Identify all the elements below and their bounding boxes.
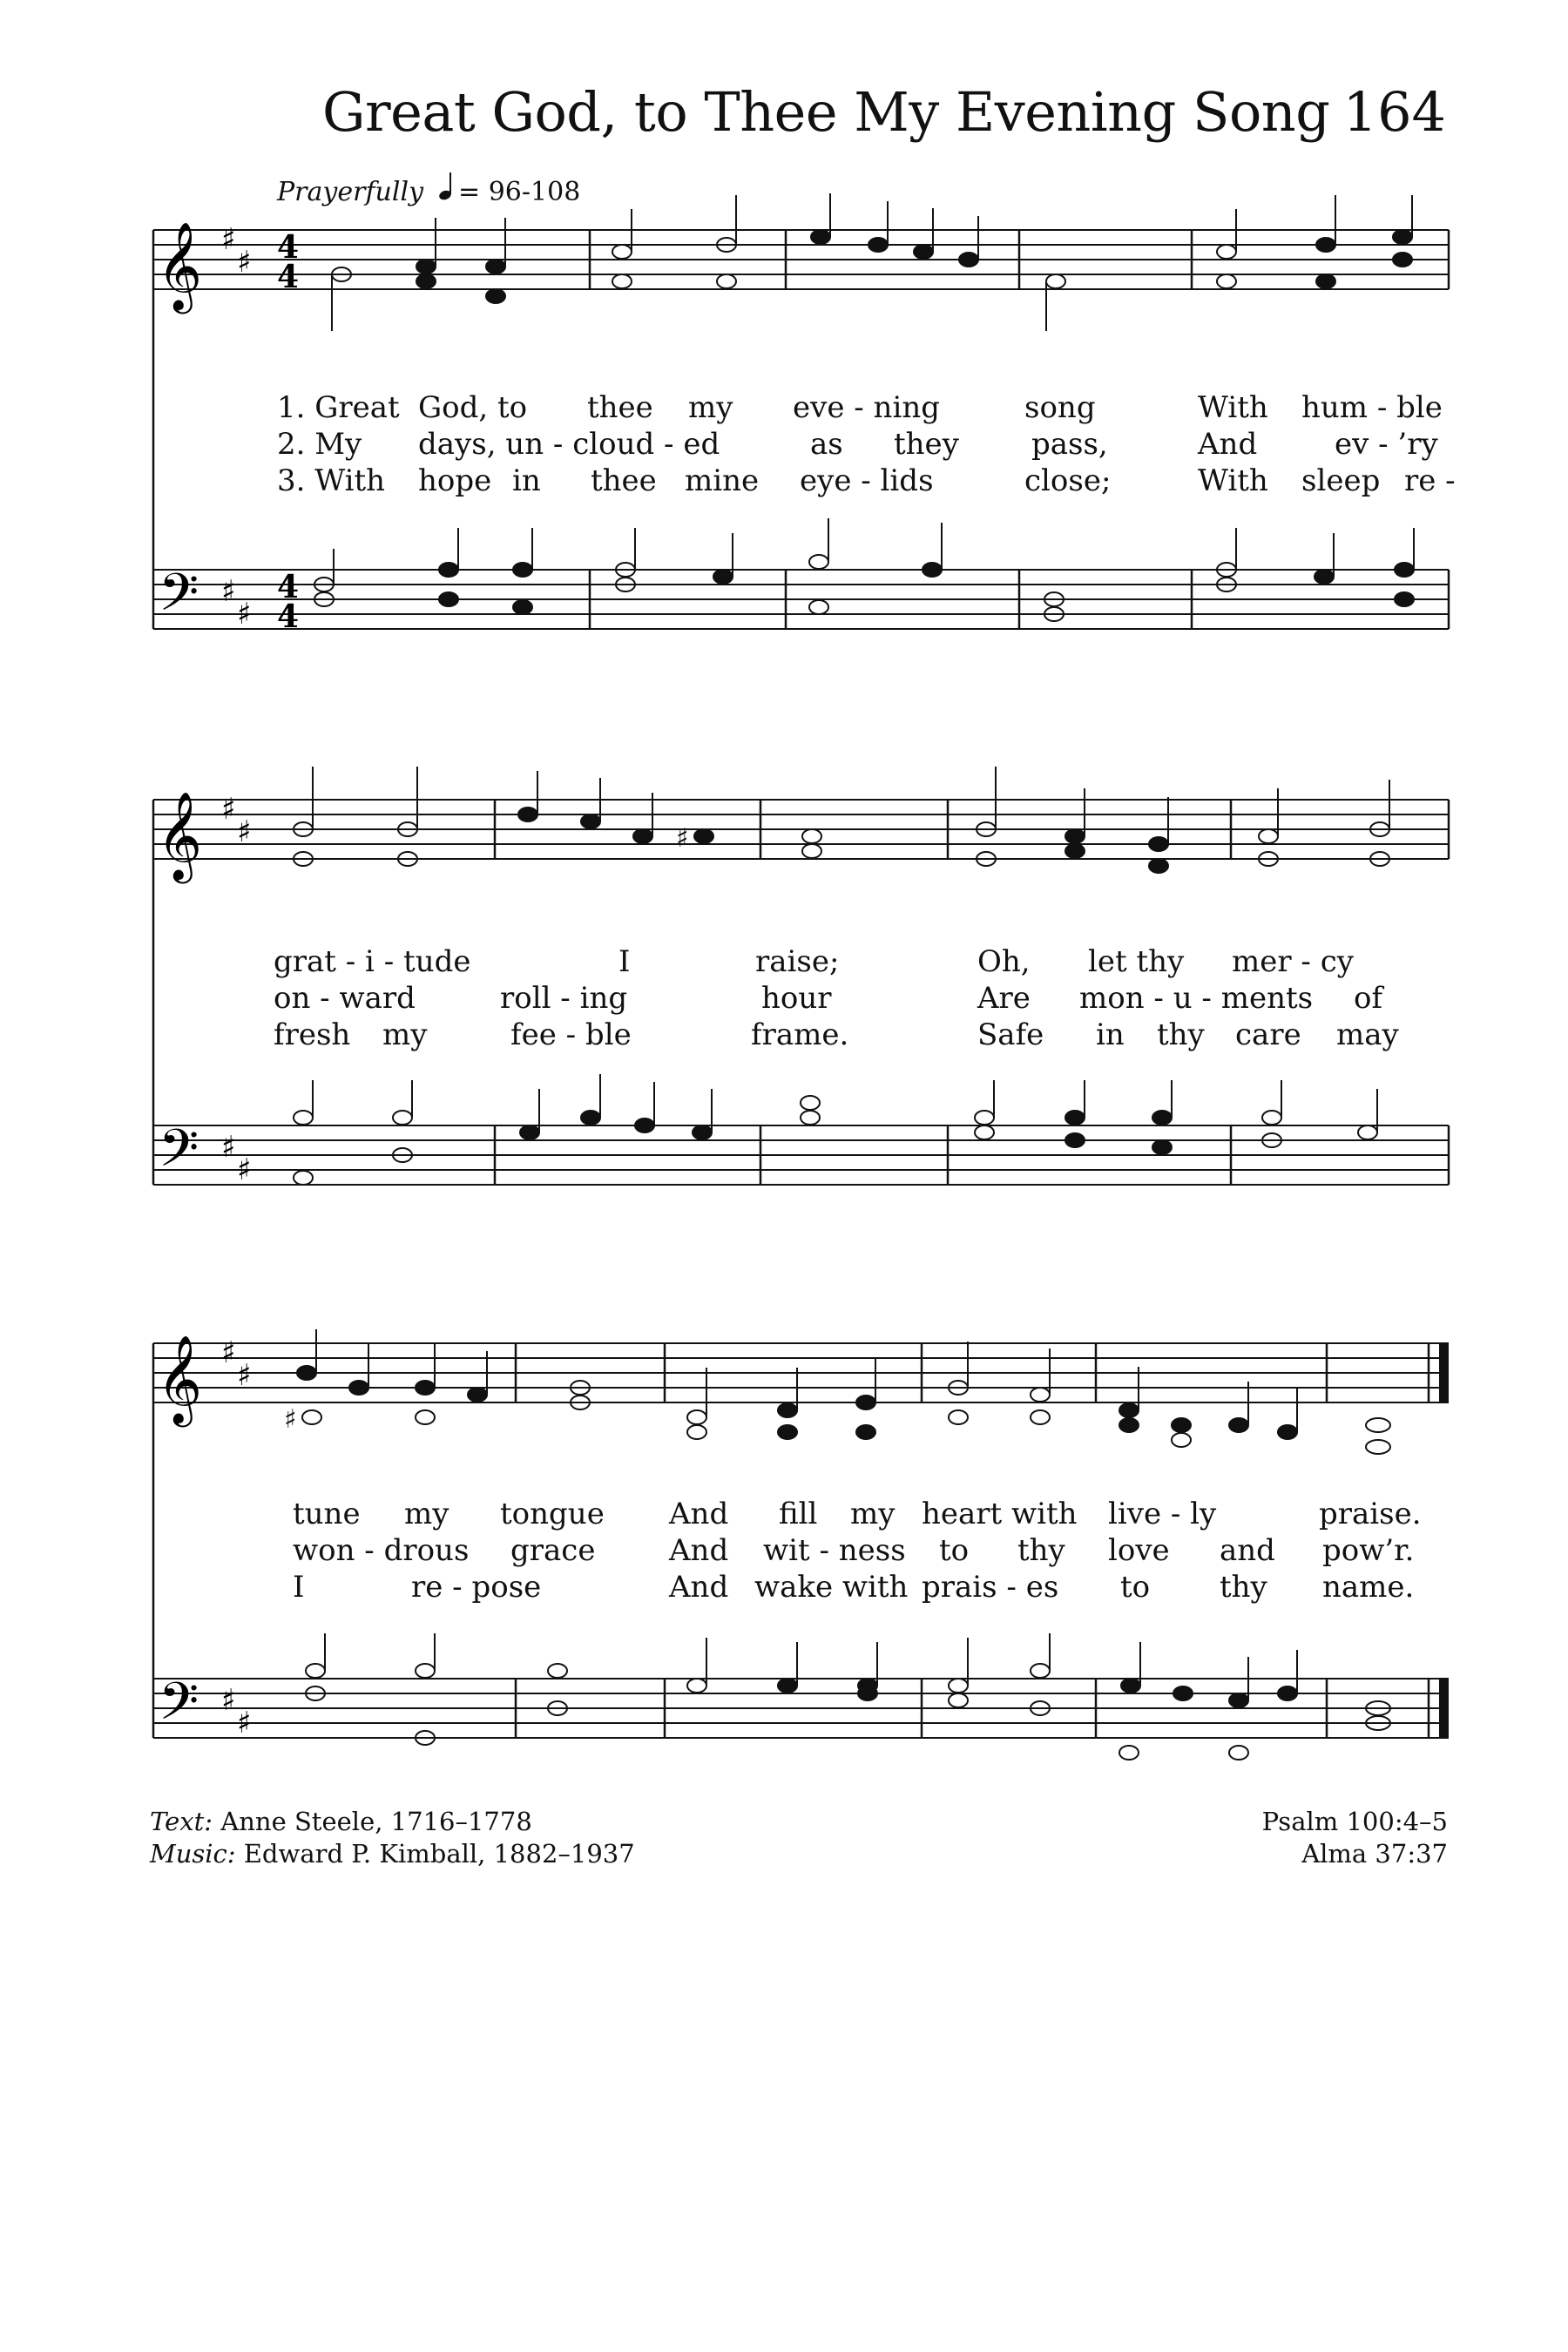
credits xyxy=(150,1806,635,1870)
lyric-syllable: I xyxy=(293,1570,305,1605)
lyric-syllable: and xyxy=(1220,1533,1275,1568)
lyric-syllable: sleep xyxy=(1301,463,1381,498)
lyric-syllable: And xyxy=(669,1570,729,1605)
lyric-syllable: mine xyxy=(685,463,760,498)
lyric-syllable: in xyxy=(1096,1017,1125,1052)
key-sig-sharp-icon: ♯ xyxy=(237,1358,252,1393)
lyric-syllable: as xyxy=(810,427,843,462)
lyric-syllable: care xyxy=(1235,1017,1301,1052)
key-sig-sharp-icon: ♯ xyxy=(221,792,236,827)
lyric-syllable: prais - es xyxy=(922,1570,1059,1605)
lyric-syllable: thy xyxy=(1220,1570,1267,1605)
key-sig-sharp-icon: ♯ xyxy=(237,1706,252,1740)
treble-notes-3 xyxy=(284,1329,1390,1454)
key-sig-sharp-icon: ♯ xyxy=(237,814,252,849)
time-sig-icon: 4 xyxy=(277,569,300,605)
lyric-syllable: re - pose xyxy=(411,1570,542,1605)
lyric-syllable: re - xyxy=(1404,463,1456,498)
hymn-title: Great God, to Thee My Evening Song xyxy=(322,80,1330,144)
key-sig-sharp-icon: ♯ xyxy=(221,222,236,257)
lyric-syllable: hope xyxy=(418,463,492,498)
key-sig-sharp-icon: ♯ xyxy=(221,1683,236,1718)
lyric-syllable: With xyxy=(1198,463,1268,498)
lyric-syllable: my xyxy=(382,1017,428,1052)
scripture-references xyxy=(1262,1806,1448,1870)
lyric-syllable: God, to xyxy=(418,390,528,425)
lyric-syllable: close; xyxy=(1024,463,1112,498)
time-sig-icon: 4 xyxy=(277,259,300,295)
key-sig-sharp-icon: ♯ xyxy=(237,597,252,632)
time-sig-icon: 4 xyxy=(277,598,300,635)
lyric-syllable: 2. My xyxy=(277,427,362,462)
lyric-syllable: Are xyxy=(977,981,1031,1016)
lyric-syllable: And xyxy=(669,1497,729,1531)
music-credit-label: Music: xyxy=(150,1839,236,1869)
tempo-range: = 96-108 xyxy=(458,177,581,207)
text-credit xyxy=(150,1806,635,1838)
lyric-syllable: fresh xyxy=(274,1017,351,1052)
lyric-syllable: thee xyxy=(587,390,653,425)
lyric-syllable: eve - ning xyxy=(793,390,940,425)
lyric-syllable: thy xyxy=(1017,1533,1065,1568)
lyric-syllable: tongue xyxy=(500,1497,605,1531)
treble-staff-3 xyxy=(153,1343,1449,1402)
lyric-syllable: to xyxy=(939,1533,970,1568)
lyric-syllable: my xyxy=(850,1497,896,1531)
time-sig-icon: 4 xyxy=(277,229,300,266)
key-sig-sharp-icon: ♯ xyxy=(237,245,252,280)
lyric-syllable: grace xyxy=(510,1533,596,1568)
svg-text:♯: ♯ xyxy=(284,1404,297,1435)
lyric-syllable: I xyxy=(618,944,631,979)
bass-staff-3 xyxy=(153,1679,1449,1738)
lyric-syllable: roll - ing xyxy=(500,981,628,1016)
lyric-syllable: days, un - cloud - ed xyxy=(418,427,720,462)
text-credit-label: Text: xyxy=(150,1807,213,1836)
lyric-syllable: song xyxy=(1024,390,1096,425)
bass-clef-icon: 𝄢 xyxy=(159,562,199,635)
svg-text:♯: ♯ xyxy=(676,823,689,854)
lyric-syllable: fill xyxy=(779,1497,818,1531)
text-credit-value: Anne Steele, 1716–1778 xyxy=(220,1807,532,1836)
treble-clef-icon: 𝄞 xyxy=(157,1334,203,1423)
lyric-syllable: Oh, xyxy=(977,944,1031,979)
lyric-syllable: pass, xyxy=(1031,427,1108,462)
lyric-syllable: may xyxy=(1336,1017,1399,1052)
lyric-syllable: eye - lids xyxy=(800,463,934,498)
lyric-syllable: hum - ble xyxy=(1301,390,1443,425)
lyric-syllable: ev - ’ry xyxy=(1335,427,1438,462)
scripture-reference: Psalm 100:4–5 xyxy=(1261,1807,1448,1836)
lyric-syllable: let thy xyxy=(1088,944,1185,979)
lyric-syllable: my xyxy=(688,390,733,425)
lyric-syllable: name. xyxy=(1322,1570,1415,1605)
lyric-syllable: on - ward xyxy=(274,981,416,1016)
lyric-syllable: love xyxy=(1108,1533,1170,1568)
lyric-syllable: thee xyxy=(591,463,657,498)
lyric-syllable: grat - i - tude xyxy=(274,944,471,979)
music-credit-value: Edward P. Kimball, 1882–1937 xyxy=(243,1839,635,1869)
lyric-syllable: And xyxy=(669,1533,729,1568)
bass-notes-3 xyxy=(306,1633,1390,1760)
key-sig-sharp-icon: ♯ xyxy=(221,1130,236,1165)
lyric-syllable: my xyxy=(404,1497,449,1531)
lyric-syllable: pow’r. xyxy=(1322,1533,1415,1568)
lyric-syllable: With xyxy=(1198,390,1268,425)
treble-clef-icon: 𝄞 xyxy=(157,220,203,310)
lyric-syllable: of xyxy=(1354,981,1383,1016)
lyric-syllable: thy xyxy=(1157,1017,1205,1052)
bass-clef-icon: 𝄢 xyxy=(159,1118,199,1191)
lyric-syllable: And xyxy=(1198,427,1258,462)
key-sig-sharp-icon: ♯ xyxy=(221,574,236,609)
lyric-syllable: to xyxy=(1120,1570,1151,1605)
final-barline-3 xyxy=(1439,1343,1449,1738)
lyric-syllable: tune xyxy=(293,1497,361,1531)
scripture-reference: Alma 37:37 xyxy=(1301,1839,1448,1869)
lyric-syllable: frame. xyxy=(751,1017,849,1052)
lyric-syllable: heart with xyxy=(922,1497,1078,1531)
tempo-word: Prayerfully xyxy=(277,177,424,207)
lyric-syllable: wake with xyxy=(754,1570,909,1605)
lyric-syllable: they xyxy=(894,427,959,462)
lyric-syllable: hour xyxy=(761,981,832,1016)
lyric-syllable: raise; xyxy=(755,944,840,979)
lyric-syllable: praise. xyxy=(1319,1497,1422,1531)
lyric-syllable: in xyxy=(512,463,541,498)
hymn-number: 164 xyxy=(1342,80,1446,144)
lyric-syllable: 3. With xyxy=(277,463,386,498)
music-credit xyxy=(150,1838,635,1870)
lyric-syllable: Safe xyxy=(977,1017,1044,1052)
key-sig-sharp-icon: ♯ xyxy=(237,1152,252,1187)
lyric-syllable: mon - u - ments xyxy=(1079,981,1314,1016)
treble-clef-icon: 𝄞 xyxy=(157,790,203,880)
lyric-syllable: fee - ble xyxy=(510,1017,632,1052)
key-sig-sharp-icon: ♯ xyxy=(221,1335,236,1370)
lyric-syllable: mer - cy xyxy=(1232,944,1354,979)
lyric-syllable: 1. Great xyxy=(277,390,400,425)
lyric-syllable: wit - ness xyxy=(763,1533,906,1568)
lyric-syllable: won - drous xyxy=(293,1533,470,1568)
bass-clef-icon: 𝄢 xyxy=(159,1671,199,1744)
lyric-syllable: live - ly xyxy=(1108,1497,1217,1531)
